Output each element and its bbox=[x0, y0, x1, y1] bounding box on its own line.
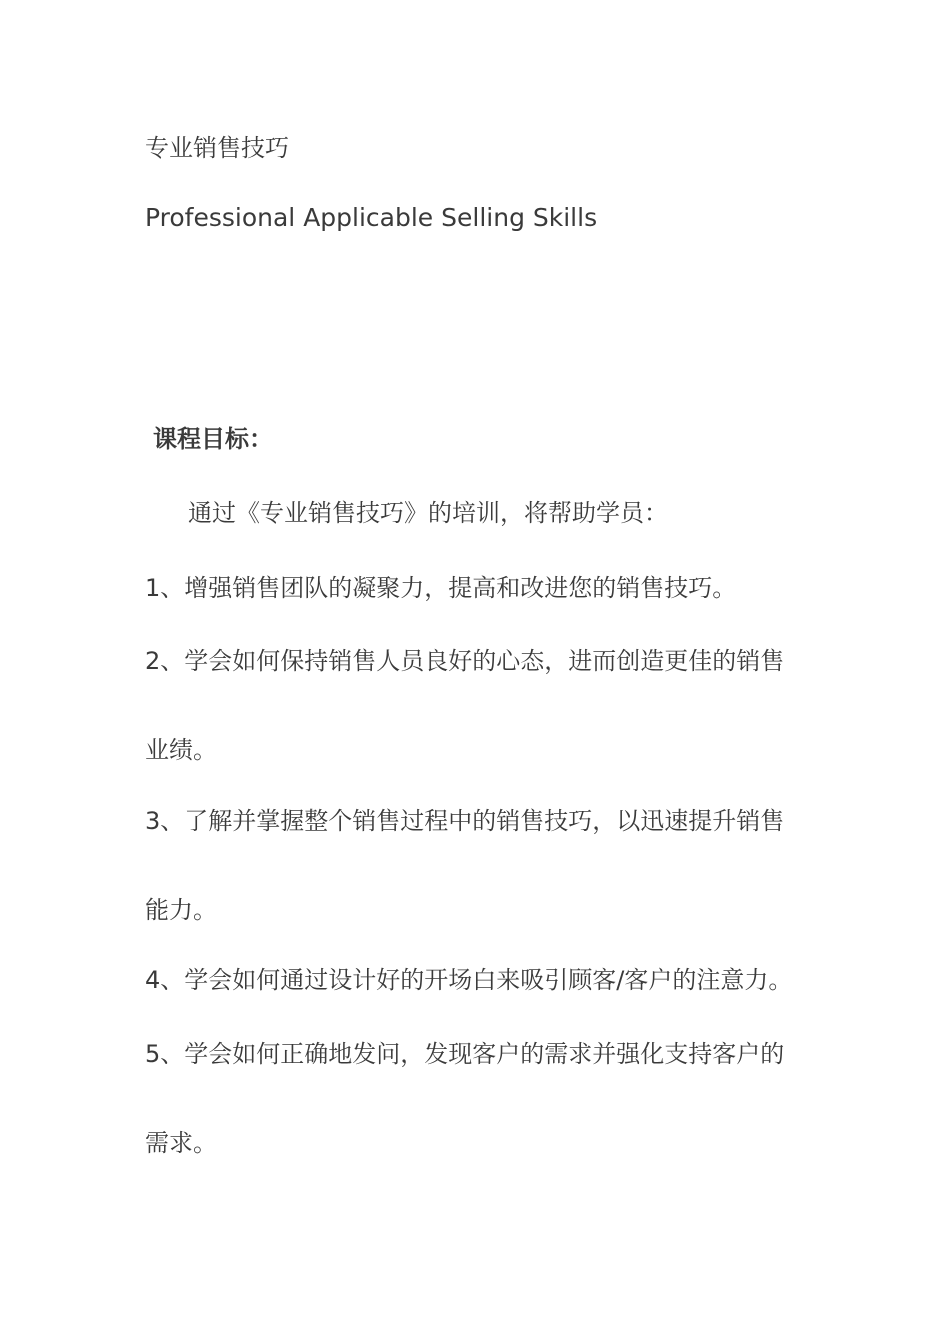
document-title-chinese: 专业销售技巧 bbox=[145, 134, 289, 162]
objective-item-5-continuation: 需求。 bbox=[145, 1129, 217, 1157]
objective-item-3-continuation: 能力。 bbox=[145, 896, 217, 924]
objective-item-2-continuation: 业绩。 bbox=[145, 736, 217, 764]
objective-item-4: 4、学会如何通过设计好的开场白来吸引顾客/客户的注意力。 bbox=[145, 966, 793, 994]
intro-paragraph: 通过《专业销售技巧》的培训，将帮助学员： bbox=[188, 499, 668, 527]
objective-item-5: 5、学会如何正确地发问，发现客户的需求并强化支持客户的 bbox=[145, 1040, 785, 1068]
objective-item-1: 1、增强销售团队的凝聚力，提高和改进您的销售技巧。 bbox=[145, 574, 737, 602]
document-title-english: Professional Applicable Selling Skills bbox=[145, 203, 598, 232]
objective-item-2: 2、学会如何保持销售人员良好的心态，进而创造更佳的销售 bbox=[145, 647, 785, 675]
objectives-heading: 课程目标： bbox=[153, 425, 273, 453]
objective-item-3: 3、了解并掌握整个销售过程中的销售技巧，以迅速提升销售 bbox=[145, 807, 785, 835]
